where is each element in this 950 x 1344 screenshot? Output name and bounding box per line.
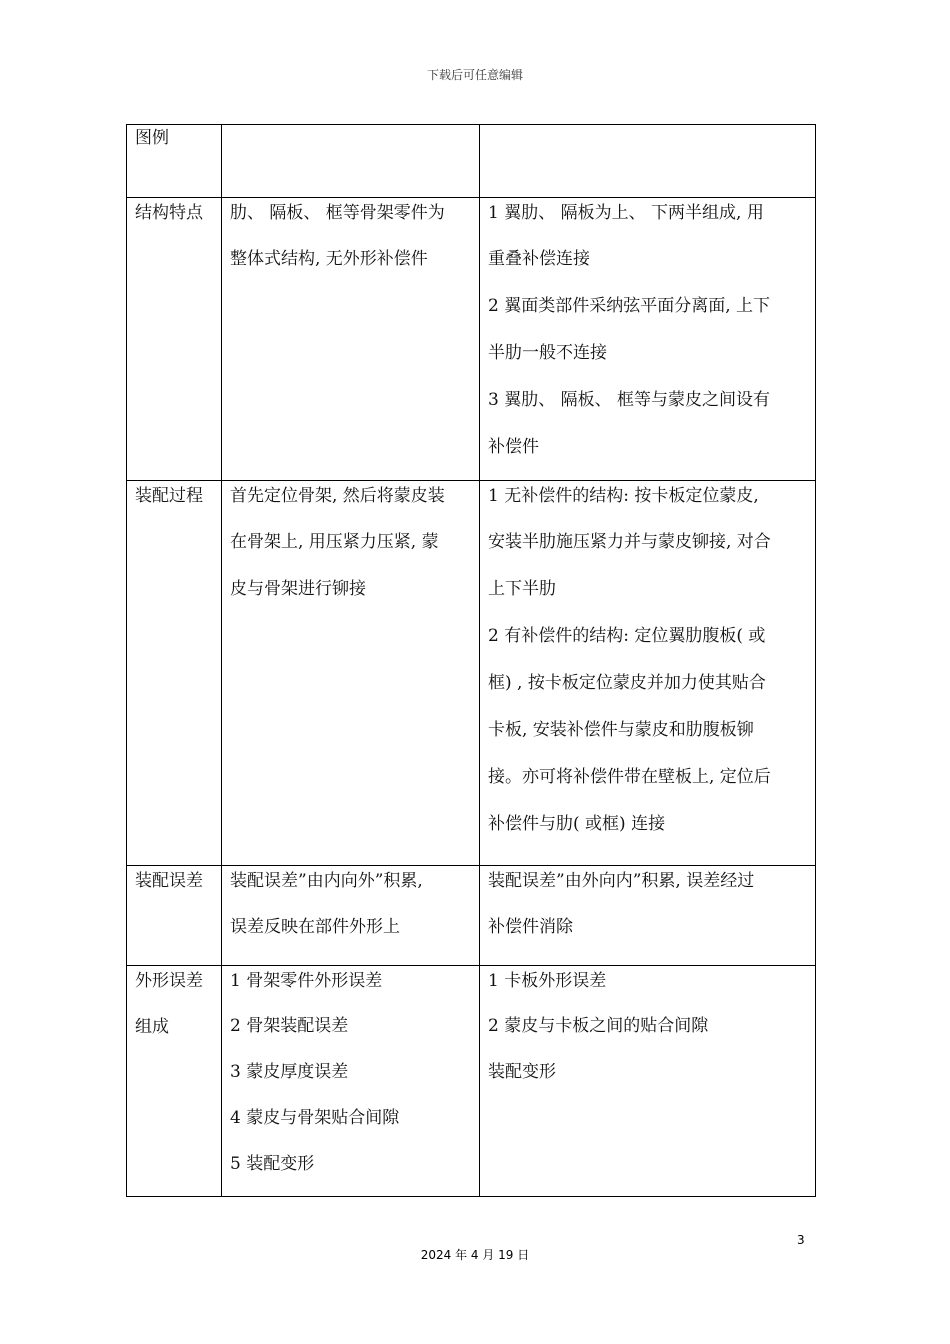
cell-line: 安装半肋施压紧力并与蒙皮铆接, 对合 [488, 532, 771, 552]
cell-line: 结构特点 [135, 203, 203, 223]
cell-line: 装配误差 [135, 871, 203, 891]
cell-line: 装配变形 [488, 1062, 556, 1082]
table-row-shape-error [127, 966, 816, 1197]
cell-line: 框) , 按卡板定位蒙皮并加力使其贴合 [488, 673, 766, 693]
row-label-assembly [127, 481, 222, 866]
cell-line: 首先定位骨架, 然后将蒙皮装 [230, 486, 445, 506]
comparison-table [126, 124, 816, 1197]
cell-line: 组成 [135, 1017, 169, 1037]
cell-line: 2 骨架装配误差 [230, 1016, 349, 1036]
cell-legend-col3 [480, 125, 816, 198]
cell-line: 补偿件消除 [488, 917, 573, 937]
cell-line: 皮与骨架进行铆接 [230, 579, 366, 599]
cell-line: 误差反映在部件外形上 [230, 917, 400, 937]
cell-line: 2 翼面类部件采纳弦平面分离面, 上下 [488, 296, 771, 316]
row-label-shape-error [127, 966, 222, 1197]
row-label-structure [127, 198, 222, 481]
cell-line: 1 翼肋、 隔板为上、 下两半组成, 用 [488, 203, 764, 223]
cell-line: 外形误差 [135, 971, 203, 991]
cell-line: 整体式结构, 无外形补偿件 [230, 249, 428, 269]
cell-line: 补偿件 [488, 437, 539, 457]
cell-line: 1 骨架零件外形误差 [230, 971, 383, 991]
cell-line: 卡板, 安装补偿件与蒙皮和肋腹板铆 [488, 720, 754, 740]
table-row-assembly [127, 481, 816, 866]
page-number: 3 [797, 1233, 805, 1247]
table-row-structure [127, 198, 816, 481]
cell-line: 装配过程 [135, 486, 203, 506]
cell-line: 重叠补偿连接 [488, 249, 590, 269]
cell-line: 2 有补偿件的结构: 定位翼肋腹板( 或 [488, 626, 766, 646]
cell-line: 3 翼肋、 隔板、 框等与蒙皮之间设有 [488, 390, 771, 410]
cell-error-col3 [480, 866, 816, 966]
cell-line: 1 无补偿件的结构: 按卡板定位蒙皮, [488, 486, 759, 506]
cell-line: 2 蒙皮与卡板之间的贴合间隙 [488, 1016, 709, 1036]
cell-line: 3 蒙皮厚度误差 [230, 1062, 349, 1082]
cell-error-col2 [222, 866, 480, 966]
cell-line: 1 卡板外形误差 [488, 971, 607, 991]
cell-line: 装配误差”由内向外”积累, [230, 871, 423, 891]
cell-line: 接。亦可将补偿件带在壁板上, 定位后 [488, 767, 771, 787]
row-label-error [127, 866, 222, 966]
cell-line: 图例 [135, 128, 169, 148]
cell-structure-col3 [480, 198, 816, 481]
cell-line: 4 蒙皮与骨架贴合间隙 [230, 1108, 400, 1128]
cell-line: 半肋一般不连接 [488, 343, 607, 363]
page-footer-date: 2024 年 4 月 19 日 [420, 1248, 530, 1262]
cell-legend-col2 [222, 125, 480, 198]
page-header: 下载后可任意编辑 [426, 68, 523, 82]
cell-structure-col2 [222, 198, 480, 481]
cell-line: 在骨架上, 用压紧力压紧, 蒙 [230, 532, 439, 552]
cell-line: 装配误差”由外向内”积累, 误差经过 [488, 871, 755, 891]
cell-line: 肋、 隔板、 框等骨架零件为 [230, 203, 445, 223]
table-row-legend [127, 125, 816, 198]
cell-shape-error-col2 [222, 966, 480, 1197]
cell-line: 5 装配变形 [230, 1154, 315, 1174]
row-label-legend [127, 125, 222, 198]
cell-line: 上下半肋 [488, 579, 556, 599]
cell-shape-error-col3 [480, 966, 816, 1197]
cell-line: 补偿件与肋( 或框) 连接 [488, 814, 666, 834]
cell-assembly-col3 [480, 481, 816, 866]
cell-assembly-col2 [222, 481, 480, 866]
table-row-error [127, 866, 816, 966]
